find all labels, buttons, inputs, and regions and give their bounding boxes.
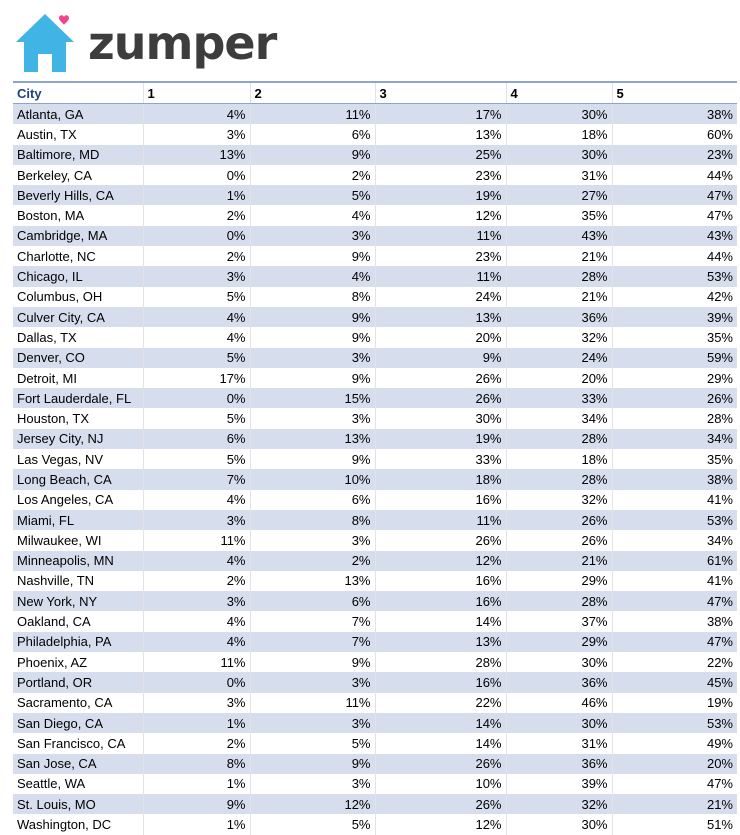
table-row: [13, 652, 737, 672]
table-row: [13, 551, 737, 571]
pct-3-cell: 26%: [375, 388, 506, 408]
pct-3-cell: 13%: [375, 632, 506, 652]
pct-1-cell: 3%: [143, 510, 250, 530]
table-body: [13, 104, 737, 835]
pct-5-cell: 21%: [612, 794, 737, 814]
table-row: [13, 713, 737, 733]
pct-4-cell: 30%: [506, 145, 612, 165]
pct-1-cell: 4%: [143, 551, 250, 571]
pct-5-cell: 34%: [612, 530, 737, 550]
pct-1-cell: 6%: [143, 429, 250, 449]
city-cell: Berkeley, CA: [13, 165, 143, 185]
pct-1-cell: 0%: [143, 672, 250, 692]
pct-1-cell: 3%: [143, 693, 250, 713]
pct-1-cell: 4%: [143, 632, 250, 652]
pct-5-cell: 41%: [612, 571, 737, 591]
pct-2-cell: 3%: [250, 713, 375, 733]
table-row: [13, 814, 737, 834]
pct-1-cell: 0%: [143, 226, 250, 246]
pct-1-cell: 3%: [143, 591, 250, 611]
pct-1-cell: 17%: [143, 368, 250, 388]
pct-3-cell: 19%: [375, 185, 506, 205]
pct-4-cell: 18%: [506, 449, 612, 469]
table-row: [13, 490, 737, 510]
pct-1-cell: 3%: [143, 266, 250, 286]
city-cell: Culver City, CA: [13, 307, 143, 327]
city-cell: Cambridge, MA: [13, 226, 143, 246]
brand-name: zumper: [88, 16, 277, 70]
pct-2-cell: 9%: [250, 652, 375, 672]
city-cell: San Jose, CA: [13, 754, 143, 774]
pct-3-cell: 25%: [375, 145, 506, 165]
pct-4-cell: 26%: [506, 530, 612, 550]
pct-2-cell: 2%: [250, 551, 375, 571]
pct-5-cell: 47%: [612, 591, 737, 611]
city-cell: Atlanta, GA: [13, 104, 143, 125]
pct-2-cell: 11%: [250, 693, 375, 713]
pct-3-cell: 18%: [375, 469, 506, 489]
pct-3-cell: 14%: [375, 733, 506, 753]
pct-1-cell: 4%: [143, 307, 250, 327]
pct-2-cell: 9%: [250, 449, 375, 469]
pct-4-cell: 34%: [506, 408, 612, 428]
pct-1-cell: 0%: [143, 388, 250, 408]
pct-3-cell: 33%: [375, 449, 506, 469]
pct-3-cell: 16%: [375, 672, 506, 692]
pct-1-cell: 4%: [143, 490, 250, 510]
pct-4-cell: 36%: [506, 754, 612, 774]
pct-3-cell: 12%: [375, 814, 506, 834]
city-cell: Chicago, IL: [13, 266, 143, 286]
pct-1-cell: 11%: [143, 652, 250, 672]
city-cell: Miami, FL: [13, 510, 143, 530]
pct-2-cell: 5%: [250, 185, 375, 205]
table-row: [13, 672, 737, 692]
pct-1-cell: 9%: [143, 794, 250, 814]
city-cell: Phoenix, AZ: [13, 652, 143, 672]
table-row: [13, 530, 737, 550]
city-cell: Minneapolis, MN: [13, 551, 143, 571]
pct-5-cell: 35%: [612, 327, 737, 347]
pct-4-cell: 39%: [506, 774, 612, 794]
pct-5-cell: 29%: [612, 368, 737, 388]
table-row: [13, 632, 737, 652]
pct-5-cell: 59%: [612, 348, 737, 368]
pct-5-cell: 26%: [612, 388, 737, 408]
pct-4-cell: 32%: [506, 327, 612, 347]
city-cell: Washington, DC: [13, 814, 143, 834]
pct-4-cell: 46%: [506, 693, 612, 713]
city-cell: St. Louis, MO: [13, 794, 143, 814]
table-row: [13, 388, 737, 408]
pct-4-cell: 28%: [506, 469, 612, 489]
pct-5-cell: 49%: [612, 733, 737, 753]
table-row: [13, 469, 737, 489]
header-city: City: [13, 82, 143, 104]
city-cell: Las Vegas, NV: [13, 449, 143, 469]
pct-3-cell: 9%: [375, 348, 506, 368]
pct-2-cell: 9%: [250, 754, 375, 774]
table-row: [13, 205, 737, 225]
city-cell: Seattle, WA: [13, 774, 143, 794]
pct-1-cell: 1%: [143, 774, 250, 794]
city-cell: Long Beach, CA: [13, 469, 143, 489]
pct-4-cell: 26%: [506, 510, 612, 530]
table-row: [13, 368, 737, 388]
pct-2-cell: 6%: [250, 124, 375, 144]
pct-3-cell: 12%: [375, 205, 506, 225]
pct-5-cell: 19%: [612, 693, 737, 713]
city-cell: Oakland, CA: [13, 611, 143, 631]
pct-5-cell: 51%: [612, 814, 737, 834]
city-cell: San Francisco, CA: [13, 733, 143, 753]
pct-2-cell: 15%: [250, 388, 375, 408]
table-row: [13, 611, 737, 631]
pct-2-cell: 12%: [250, 794, 375, 814]
city-cell: Sacramento, CA: [13, 693, 143, 713]
pct-3-cell: 28%: [375, 652, 506, 672]
pct-5-cell: 60%: [612, 124, 737, 144]
pct-3-cell: 10%: [375, 774, 506, 794]
pct-1-cell: 2%: [143, 571, 250, 591]
pct-5-cell: 20%: [612, 754, 737, 774]
city-cell: Milwaukee, WI: [13, 530, 143, 550]
pct-2-cell: 9%: [250, 307, 375, 327]
pct-5-cell: 22%: [612, 652, 737, 672]
pct-1-cell: 3%: [143, 124, 250, 144]
pct-1-cell: 11%: [143, 530, 250, 550]
pct-2-cell: 5%: [250, 733, 375, 753]
city-ratings-table: [13, 81, 737, 835]
pct-5-cell: 47%: [612, 632, 737, 652]
pct-3-cell: 14%: [375, 713, 506, 733]
city-cell: Denver, CO: [13, 348, 143, 368]
table-row: [13, 571, 737, 591]
city-cell: Boston, MA: [13, 205, 143, 225]
pct-3-cell: 16%: [375, 591, 506, 611]
pct-5-cell: 42%: [612, 287, 737, 307]
pct-3-cell: 23%: [375, 165, 506, 185]
pct-2-cell: 3%: [250, 530, 375, 550]
header-4: 4: [506, 82, 612, 104]
table-row: [13, 165, 737, 185]
pct-3-cell: 26%: [375, 530, 506, 550]
pct-4-cell: 20%: [506, 368, 612, 388]
table-header-row: [13, 82, 737, 104]
pct-2-cell: 7%: [250, 611, 375, 631]
pct-3-cell: 11%: [375, 266, 506, 286]
table-row: [13, 104, 737, 125]
pct-5-cell: 53%: [612, 713, 737, 733]
pct-4-cell: 27%: [506, 185, 612, 205]
pct-4-cell: 30%: [506, 652, 612, 672]
zumper-logo: [12, 4, 312, 74]
pct-2-cell: 13%: [250, 571, 375, 591]
pct-3-cell: 30%: [375, 408, 506, 428]
pct-4-cell: 31%: [506, 733, 612, 753]
table-row: [13, 693, 737, 713]
header-5: 5: [612, 82, 737, 104]
pct-5-cell: 43%: [612, 226, 737, 246]
pct-1-cell: 4%: [143, 611, 250, 631]
city-cell: Nashville, TN: [13, 571, 143, 591]
pct-5-cell: 38%: [612, 104, 737, 125]
pct-2-cell: 9%: [250, 145, 375, 165]
pct-4-cell: 28%: [506, 591, 612, 611]
pct-1-cell: 4%: [143, 327, 250, 347]
pct-3-cell: 14%: [375, 611, 506, 631]
pct-4-cell: 33%: [506, 388, 612, 408]
pct-5-cell: 61%: [612, 551, 737, 571]
pct-2-cell: 3%: [250, 226, 375, 246]
table-row: [13, 145, 737, 165]
pct-1-cell: 0%: [143, 165, 250, 185]
city-cell: Beverly Hills, CA: [13, 185, 143, 205]
pct-4-cell: 29%: [506, 571, 612, 591]
pct-5-cell: 47%: [612, 774, 737, 794]
pct-5-cell: 53%: [612, 510, 737, 530]
pct-4-cell: 30%: [506, 104, 612, 125]
pct-2-cell: 10%: [250, 469, 375, 489]
pct-1-cell: 1%: [143, 185, 250, 205]
pct-2-cell: 4%: [250, 266, 375, 286]
pct-4-cell: 36%: [506, 307, 612, 327]
pct-2-cell: 3%: [250, 672, 375, 692]
pct-3-cell: 17%: [375, 104, 506, 125]
city-cell: Houston, TX: [13, 408, 143, 428]
pct-4-cell: 30%: [506, 713, 612, 733]
pct-3-cell: 13%: [375, 307, 506, 327]
table-row: [13, 124, 737, 144]
pct-3-cell: 11%: [375, 226, 506, 246]
pct-3-cell: 26%: [375, 368, 506, 388]
pct-2-cell: 3%: [250, 408, 375, 428]
pct-3-cell: 23%: [375, 246, 506, 266]
pct-2-cell: 3%: [250, 774, 375, 794]
table-row: [13, 307, 737, 327]
pct-1-cell: 1%: [143, 713, 250, 733]
pct-3-cell: 22%: [375, 693, 506, 713]
pct-1-cell: 2%: [143, 205, 250, 225]
pct-2-cell: 13%: [250, 429, 375, 449]
table-row: [13, 246, 737, 266]
table-row: [13, 348, 737, 368]
pct-4-cell: 37%: [506, 611, 612, 631]
pct-3-cell: 13%: [375, 124, 506, 144]
pct-5-cell: 38%: [612, 611, 737, 631]
table-row: [13, 327, 737, 347]
house-heart-icon: [12, 8, 78, 74]
header-3: 3: [375, 82, 506, 104]
pct-1-cell: 13%: [143, 145, 250, 165]
pct-4-cell: 32%: [506, 794, 612, 814]
pct-1-cell: 2%: [143, 733, 250, 753]
pct-5-cell: 23%: [612, 145, 737, 165]
pct-3-cell: 12%: [375, 551, 506, 571]
city-cell: Philadelphia, PA: [13, 632, 143, 652]
table-row: [13, 510, 737, 530]
city-cell: Baltimore, MD: [13, 145, 143, 165]
pct-5-cell: 47%: [612, 185, 737, 205]
pct-4-cell: 18%: [506, 124, 612, 144]
pct-4-cell: 31%: [506, 165, 612, 185]
city-cell: Dallas, TX: [13, 327, 143, 347]
header-2: 2: [250, 82, 375, 104]
table-row: [13, 287, 737, 307]
pct-3-cell: 24%: [375, 287, 506, 307]
table-row: [13, 226, 737, 246]
pct-1-cell: 1%: [143, 814, 250, 834]
city-cell: Portland, OR: [13, 672, 143, 692]
pct-2-cell: 6%: [250, 591, 375, 611]
pct-3-cell: 20%: [375, 327, 506, 347]
pct-5-cell: 35%: [612, 449, 737, 469]
pct-2-cell: 6%: [250, 490, 375, 510]
city-cell: Detroit, MI: [13, 368, 143, 388]
city-cell: Austin, TX: [13, 124, 143, 144]
pct-5-cell: 41%: [612, 490, 737, 510]
city-cell: Fort Lauderdale, FL: [13, 388, 143, 408]
table-row: [13, 774, 737, 794]
pct-1-cell: 7%: [143, 469, 250, 489]
table-row: [13, 266, 737, 286]
pct-4-cell: 21%: [506, 551, 612, 571]
table-row: [13, 429, 737, 449]
pct-4-cell: 28%: [506, 429, 612, 449]
table-row: [13, 754, 737, 774]
pct-4-cell: 21%: [506, 287, 612, 307]
pct-3-cell: 16%: [375, 490, 506, 510]
table-row: [13, 794, 737, 814]
pct-1-cell: 8%: [143, 754, 250, 774]
pct-4-cell: 30%: [506, 814, 612, 834]
header-1: 1: [143, 82, 250, 104]
pct-5-cell: 38%: [612, 469, 737, 489]
table-row: [13, 449, 737, 469]
pct-3-cell: 16%: [375, 571, 506, 591]
city-cell: Jersey City, NJ: [13, 429, 143, 449]
city-cell: Charlotte, NC: [13, 246, 143, 266]
city-cell: New York, NY: [13, 591, 143, 611]
pct-4-cell: 24%: [506, 348, 612, 368]
pct-4-cell: 36%: [506, 672, 612, 692]
pct-4-cell: 21%: [506, 246, 612, 266]
table-row: [13, 185, 737, 205]
pct-1-cell: 5%: [143, 287, 250, 307]
pct-4-cell: 35%: [506, 205, 612, 225]
pct-5-cell: 53%: [612, 266, 737, 286]
pct-5-cell: 45%: [612, 672, 737, 692]
pct-2-cell: 4%: [250, 205, 375, 225]
pct-4-cell: 43%: [506, 226, 612, 246]
pct-2-cell: 5%: [250, 814, 375, 834]
city-cell: Columbus, OH: [13, 287, 143, 307]
pct-2-cell: 8%: [250, 510, 375, 530]
pct-2-cell: 9%: [250, 368, 375, 388]
pct-2-cell: 3%: [250, 348, 375, 368]
pct-2-cell: 9%: [250, 327, 375, 347]
city-cell: San Diego, CA: [13, 713, 143, 733]
pct-5-cell: 34%: [612, 429, 737, 449]
pct-5-cell: 44%: [612, 165, 737, 185]
pct-5-cell: 39%: [612, 307, 737, 327]
pct-4-cell: 29%: [506, 632, 612, 652]
table-row: [13, 591, 737, 611]
pct-3-cell: 26%: [375, 754, 506, 774]
table-row: [13, 408, 737, 428]
pct-5-cell: 47%: [612, 205, 737, 225]
pct-1-cell: 5%: [143, 449, 250, 469]
table-row: [13, 733, 737, 753]
pct-1-cell: 5%: [143, 408, 250, 428]
pct-3-cell: 11%: [375, 510, 506, 530]
pct-2-cell: 8%: [250, 287, 375, 307]
pct-1-cell: 2%: [143, 246, 250, 266]
pct-4-cell: 28%: [506, 266, 612, 286]
pct-2-cell: 7%: [250, 632, 375, 652]
pct-3-cell: 26%: [375, 794, 506, 814]
pct-1-cell: 4%: [143, 104, 250, 125]
pct-2-cell: 9%: [250, 246, 375, 266]
pct-3-cell: 19%: [375, 429, 506, 449]
pct-1-cell: 5%: [143, 348, 250, 368]
pct-4-cell: 32%: [506, 490, 612, 510]
pct-5-cell: 28%: [612, 408, 737, 428]
pct-2-cell: 2%: [250, 165, 375, 185]
pct-2-cell: 11%: [250, 104, 375, 125]
city-cell: Los Angeles, CA: [13, 490, 143, 510]
pct-5-cell: 44%: [612, 246, 737, 266]
